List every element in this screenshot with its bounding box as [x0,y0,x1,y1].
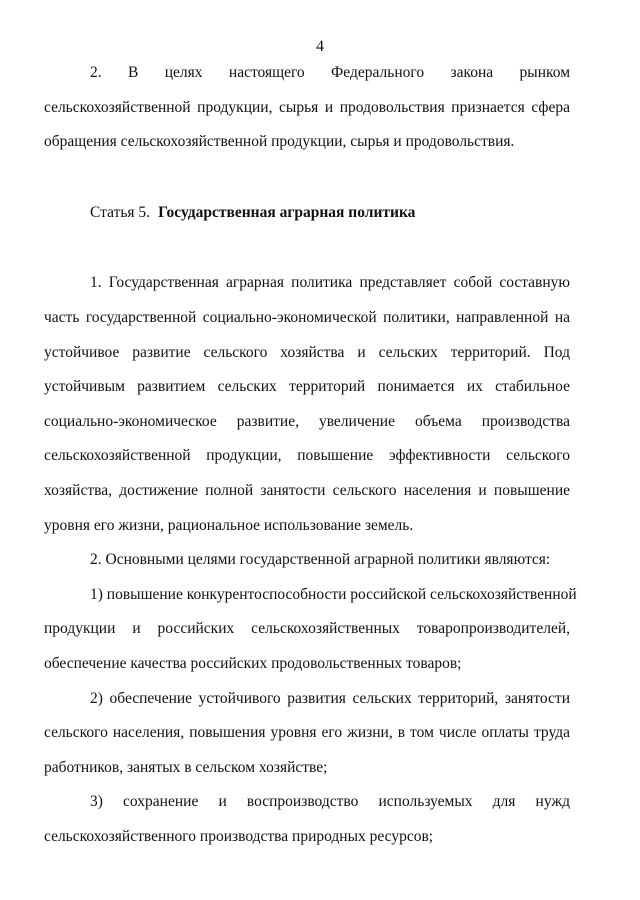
paragraph-2 [44,56,570,160]
page-number: 4 [316,38,324,55]
paragraph-line: сельскохозяйственной продукции, повышение эффективности сельского [44,447,570,465]
article-subitem-2 [44,682,570,786]
article-title: Государственная аграрная политика [158,203,416,221]
article-subitem-1 [44,578,577,682]
paragraph-line: сельскохозяйственной продукции, сырья и продовольствия признается сфера [44,98,570,116]
paragraph-line: 2. Основными целями государственной аграрной политики являются: [90,551,551,569]
paragraph-line: 2) обеспечение устойчивого развития сельских территорий, занятости [90,689,570,707]
article-paragraph-1 [44,266,570,543]
paragraph-line: сельского населения, повышения уровня его жизни, в том числе оплаты труда [44,724,570,742]
paragraph-line: 3) сохранение и воспроизводство используемых для нужд [90,793,570,811]
article-heading [44,196,570,231]
paragraph-line: устойчивым развитием сельских территорий понимается их стабильное [44,378,570,396]
paragraph-line: обеспечение качества российских продовольственных товаров; [44,654,462,672]
paragraph-line: работников, занятых в сельском хозяйстве; [44,758,328,776]
article-paragraph-2 [44,543,570,578]
paragraph-line: 1) повышение конкурентоспособности российской сельскохозяйственной [90,585,577,603]
paragraph-line: уровня его жизни, рациональное использование земель. [44,516,414,534]
spacer [44,160,570,196]
article-subitem-3 [44,785,570,854]
document-body [44,56,577,854]
paragraph-line: 1. Государственная аграрная политика представляет собой составную [90,274,570,292]
paragraph-line: 2. В целях настоящего Федерального закона рынком [90,64,570,81]
paragraph-line: обращения сельскохозяйственной продукции, сырья и продовольствия. [44,133,515,151]
paragraph-line: сельскохозяйственного производства природных ресурсов; [44,827,434,845]
paragraph-line: устойчивое развитие сельского хозяйства и сельских территорий. Под [44,343,570,361]
paragraph-line: продукции и российских сельскохозяйственных товаропроизводителей, [44,620,570,638]
article-number: Статья 5. [90,203,151,221]
paragraph-line: социально-экономическое развитие, увеличение объема производства [44,412,570,430]
paragraph-line: часть государственной социально-экономической политики, направленной на [44,308,570,326]
spacer [44,230,570,266]
paragraph-line: хозяйства, достижение полной занятости сельского населения и повышение [44,481,570,499]
